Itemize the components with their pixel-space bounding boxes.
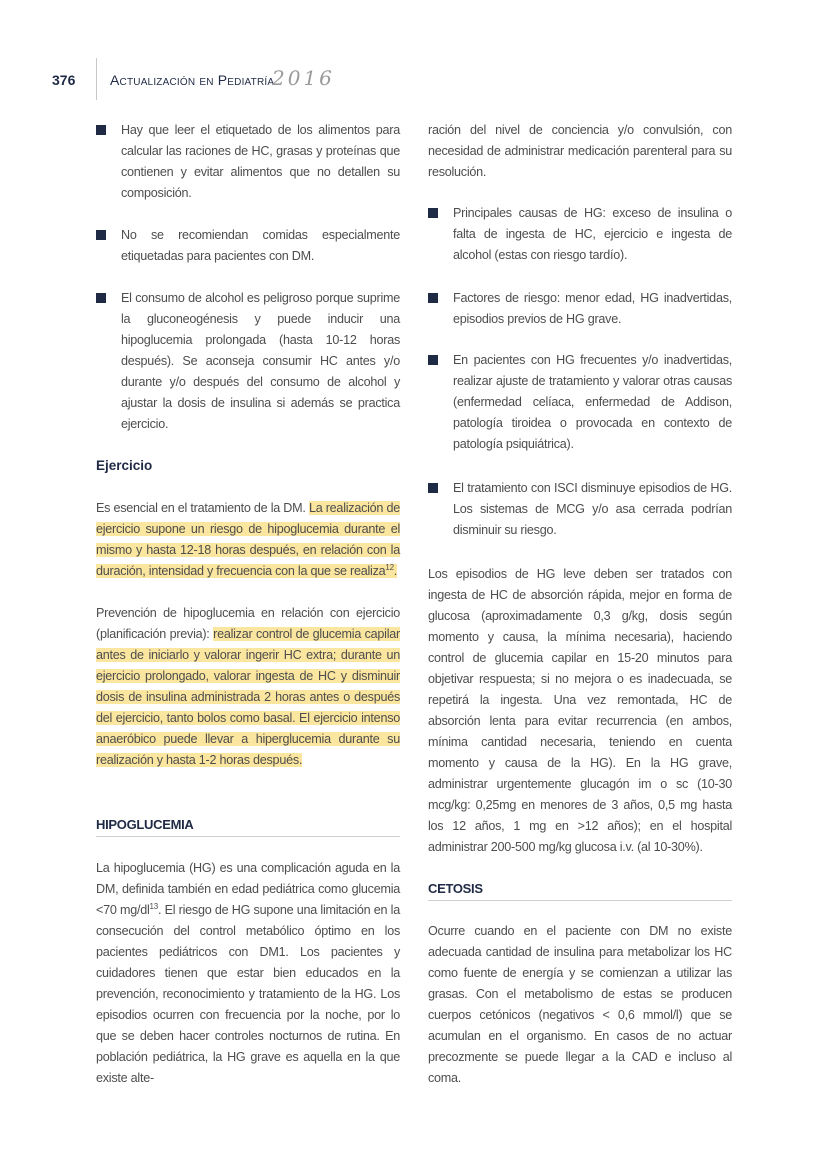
- list-item: [453, 350, 732, 455]
- section-heading-hipoglucemia: HIPOGLUCEMIA: [96, 817, 400, 837]
- text: Prevención de hipoglucemia en relación con ejercicio (planificación previa):: [96, 606, 400, 641]
- list-item: [453, 288, 732, 330]
- header-divider: [96, 58, 97, 100]
- reference-number: 13: [149, 901, 158, 911]
- list-item-text: En pacientes con HG frecuentes y/o inadvertidas, realizar ajuste de tratamiento y valorar otras causas (enfermedad celíaca, enfermedad de Addison, patología tiroidea o provocada en contexto de patología psiquiátrica).: [453, 353, 732, 451]
- bullet-square-icon: [428, 483, 438, 493]
- text: La realización de ejercicio supone un riesgo de hipoglucemia durante el mismo y hasta 12-18 horas después, en relación con la duración, intensidad y frecuencia con la que se realiza: [96, 501, 400, 578]
- paragraph-hipoglucemia: [96, 858, 400, 1089]
- list-item-text: Principales causas de HG: exceso de insulina o falta de ingesta de HC, ejercicio e ingesta de alcohol (estas con riesgo tardío).: [453, 206, 732, 262]
- paragraph-hg-leve: Los episodios de HG leve deben ser tratados con ingesta de HC de absorción rápida, mejor en forma de glucosa (aproximadamente 0,3 g/kg, dosis según momento y causa, la mínima necesaria), haciendo control de glucemia capilar en 15-20 minutos para objetivar respuesta; si no mejora o es inadecuada, se repetirá la ingesta. Una vez remontada, HC de absorción lenta para evitar recurrencia (en ambos, mínima cantidad necesaria, teniendo en cuenta momento y causa de la HG). En la HG grave, administrar urgentemente glucagón im o sc (10-30 mcg/kg: 0,25mg en menores de 3 años, 0,5 mg hasta los 12 años, 1 mg en >12 años); en el hospital administrar 200-500 mg/kg glucosa i.v. (al 10-30%).: [428, 567, 732, 854]
- list-item-text: Factores de riesgo: menor edad, HG inadvertidas, episodios previos de HG grave.: [453, 291, 732, 326]
- bullet-square-icon: [96, 230, 106, 240]
- subsection-heading-ejercicio: Ejercicio: [96, 458, 153, 473]
- text: .: [393, 564, 398, 578]
- list-item-text: El tratamiento con ISCI disminuye episodios de HG. Los sistemas de MCG y/o asa cerrada podrían disminuir su riesgo.: [453, 481, 732, 537]
- bullet-square-icon: [96, 293, 106, 303]
- highlighted-text: realizar control de glucemia capilar antes de iniciarlo y valorar ingerir HC extra; durante un ejercicio prolongado, valorar ingesta de HC y disminuir dosis de insulina administrada 2 horas antes o después del ejercicio, tanto bolos como basal. El ejercicio intenso anaeróbico puede llevar a hiperglucemia durante su realización y hasta 1-2 horas después.: [96, 627, 400, 767]
- section-heading-cetosis: CETOSIS: [428, 881, 732, 901]
- paragraph-ejercicio-1: [96, 498, 400, 582]
- bullet-square-icon: [428, 293, 438, 303]
- paragraph-continuation: ración del nivel de conciencia y/o convulsión, con necesidad de administrar medicación parenteral para su resolución.: [428, 123, 732, 179]
- list-item-text: Hay que leer el etiquetado de los alimentos para calcular las raciones de HC, grasas y proteínas que contienen y evitar alimentos que no detallen su composición.: [121, 123, 400, 200]
- text: . El riesgo de HG supone una limitación en la consecución del control metabólico óptimo en los pacientes pediátricos con DM1. Los pacientes y cuidadores tienen que estar bien educados en la prevención, reconocimiento y tratamiento de la HG. Los episodios ocurren con frecuencia por la noche, por lo que se deben hacer controles nocturnos de rutina. En población pediátrica, la HG grave es aquella en la que existe alte-: [96, 903, 400, 1085]
- publication-title: Actualización en Pediatría: [110, 72, 275, 88]
- publication-year: 2016: [272, 66, 335, 90]
- list-item: [121, 288, 400, 435]
- list-item: [121, 120, 400, 204]
- text: La hipoglucemia (HG) es una complicación aguda en la DM, definida también en edad pediátrica como glucemia <70 mg/dl: [96, 861, 400, 917]
- list-item-text: No se recomiendan comidas especialmente etiquetadas para pacientes con DM.: [121, 228, 400, 263]
- reference-number: 12: [385, 562, 394, 572]
- text: Es esencial en el tratamiento de la DM.: [96, 501, 309, 515]
- list-item: [453, 203, 732, 266]
- bullet-square-icon: [96, 125, 106, 135]
- bullet-square-icon: [428, 355, 438, 365]
- list-item: [453, 478, 732, 541]
- bullet-square-icon: [428, 208, 438, 218]
- page-number: 376: [52, 72, 76, 88]
- list-item-text: El consumo de alcohol es peligroso porque suprime la gluconeogénesis y puede inducir una hipoglucemia prolongada (hasta 10-12 horas después). Se aconseja consumir HC antes y/o durante y/o después del consumo de alcohol y ajustar la dosis de insulina si además se practica ejercicio.: [121, 291, 400, 431]
- list-item: [121, 225, 400, 267]
- paragraph-cetosis: Ocurre cuando en el paciente con DM no existe adecuada cantidad de insulina para metabolizar los HC como fuente de energía y se comienzan a utilizar las grasas. Con el metabolismo de estas se producen cuerpos cetónicos (negativos < 0,6 mmol/l) que se acumulan en el organismo. En casos de no actuar precozmente se puede llegar a la CAD e incluso al coma.: [428, 924, 732, 1085]
- paragraph-ejercicio-2: [96, 603, 400, 771]
